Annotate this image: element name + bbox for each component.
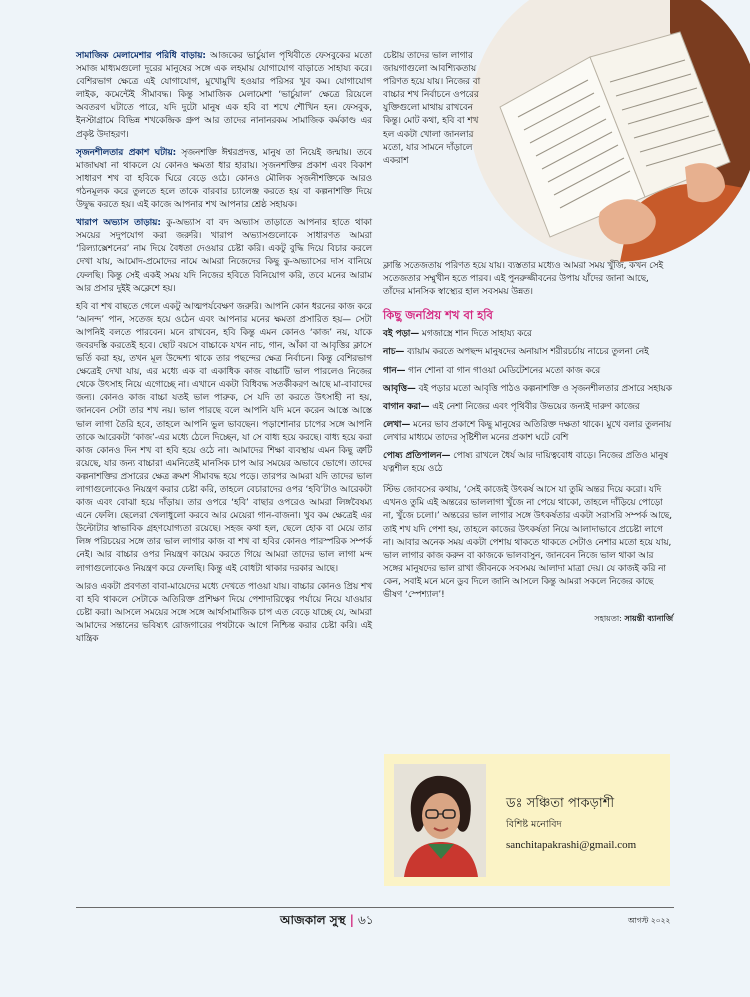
hobby-desc: ব্যায়াম করতে অপছন্দ মানুষদের অনায়াস শরীরচর্চায় নাচের তুলনা নেই bbox=[404, 347, 649, 358]
author-email[interactable]: sanchitapakrashi@gmail.com bbox=[506, 839, 637, 851]
hobby-list bbox=[383, 328, 673, 476]
hobby-name: আবৃত্তি— bbox=[383, 383, 416, 394]
paragraph-text: সৃজনশক্তি ঈশ্বরপ্রদত্ত, মানুষ তা নিয়েই জন্মায়। তবে মাজাঘষা না থাকলে যে কোনও ক্ষমতা ধার হারায়। সৃজনশক্তির প্রকাশ এবং বিকাশ সাধারণ শখ বা হবিকে ঘিরে বেড়ে ওঠে। কোনও মৌলিক সৃজনীশক্তিকে আরও গঠনমূলক করে তুলতে হলে তাকে বারবার চ্যালেঞ্জ করতে হয় বা কল্পনাশক্তি দিয়ে উদ্বুদ্ধ করতে হয়। এই কাজে আপনার শখ আপনার শ্রেষ্ঠ সহায়ক। bbox=[76, 147, 372, 211]
hobby-desc: এই নেশা নিজের এবং পৃথিবীর উভয়ের জন্যই দারুণ কাজের bbox=[429, 401, 640, 412]
hobby-desc: মনের ভাব প্রকাশে কিছু মানুষের অতিরিক্ত দক্ষতা থাকে। মুখে বলার তুলনায় লেখার মাধ্যমে তাদের সৃষ্টিশীল মনের প্রকাশ ঘটে বেশি bbox=[383, 419, 672, 443]
paragraph-choosing-hobby: হবি বা শখ বাছতে গেলে একটু আত্মপর্যবেক্ষণ জরুরি। আপনি কোন ধরনের কাজ করে ‘আনন্দ’ পান, সতেজ হয়ে ওঠেন এবং আপনার মনের ক্ষমতা প্রসারিত হয়— সেটা আপনিই বলতে পারবেন। মনে রাখবেন, হবি কিন্তু এমন কোনও ‘কাজ’ নয়, যাকে জবরদস্তি করতেই হবে। ছোট বয়সে বাচ্চাকে যখন নাচ, গান, আঁকা বা আবৃত্তির ক্লাসে ভর্তি করা হয়, তখন মূল উদ্দেশ্য থাকে তার পছন্দের ক্ষেত্র নির্বাচন। কিন্তু বেশিরভাগ ক্ষেত্রেই দেখা যায়, এর মধ্যে এক বা একাধিক কাজ বাচ্চাটি ভাল পারলেও নিজের থেকে উৎসাহ নিয়ে এগোচ্ছে না। এখানে একটা বিধিবদ্ধ সতর্কীকরণ আছে মা-বাবাদের জন্য। কোনও কাজ বাচ্চা যতই ভাল পারুক, সে যদি তা করতে উৎসাহী না হয়, জানবেন সেটা তার শখ নয়। ভাল পারছে বলে আপনি যদি মনে করেন আস্তে আস্তে ভাল লাগা তৈরি হবে, তাহলে আপনি ভুল ভাবছেন। পড়াশোনার চাপের সঙ্গে আপনি তাকে আরেকটা ‘কাজ’-এর মধ্যে ঠেলে দিচ্ছেন, যা সে বাধ্য হয়ে করছে। বাধ্য হয়ে করা কাজ কোনও দিন শখ বা হবি হয়ে ওঠে না। আমাদের শিক্ষা ব্যবস্থায় এমন কিছু ত্রুটি রয়েছে, যার জন্য বাচ্চারা এমনিতেই মানসিক চাপ আর সময়ের অভাবে ভোগে। তাদের কল্পনাশক্তির প্রসারের ক্ষেত্র ক্রমশ সীমাবদ্ধ হয়ে পড়ে। তারপর আমরা যদি তাদের ভাল লাগাগুলোকেও নিয়ন্ত্রণ করার চেষ্টা করি, তাহলে বেচারাদের ওপর ‘হবি’টাও আরেকটা কাজ এবং বোঝা হয়ে দাঁড়ায়। তার ওপরে ‘হবি’ বাছার ওপরেও আমরা লিঙ্গবৈষম্য এনে ফেলি। ছেলেরা খেলাধুলো করবে আর মেয়েরা গান-বাজনা। খুব কম ক্ষেত্রেই এর উল্টোটার স্বাভাবিক গ্রহণযোগ্যতা রয়েছে। সহজ কথা হল, ছেলে হোক বা মেয়ে তার লিঙ্গ পরিচয়ের সঙ্গে তার ভাল লাগার কাজ বা শখ বা হবির কোনও পারস্পরিক সম্পর্ক নেই। আর বাচ্চার ওপর নিয়ন্ত্রণ কায়েম করতে গিয়ে আমরা তাদের ভাল লাগা মন্দ লাগাগুলোকেও নিয়ন্ত্রণ করে ফেলছি। কিন্তু এই বোধটা থাকার দরকার আছে। bbox=[76, 301, 372, 574]
page-number: ৬১ bbox=[358, 913, 374, 927]
hobby-item bbox=[383, 383, 673, 396]
paragraph-heading: সৃজনশীলতার প্রকাশ ঘটায়: bbox=[76, 147, 177, 158]
hobby-item bbox=[383, 365, 673, 378]
hobby-name: লেখা— bbox=[383, 419, 411, 430]
hobby-name: পোষ্য প্রতিপালন— bbox=[383, 451, 451, 462]
paragraph-professional-trend: আরও একটা প্রবণতা বাবা-মায়েদের মধ্যে দেখতে পাওয়া যায়। বাচ্চার কোনও প্রিয় শখ বা হবি থাকলে সেটাকে অতিরিক্ত প্রশিক্ষণ দিয়ে পেশাদারিত্বের পর্যায়ে নিয়ে যাওয়ার চেষ্টা করা। আসলে সময়ের সঙ্গে সঙ্গে আর্থসামাজিক চাপ এত বেড়ে যাচ্ছে যে, আমরা আমাদের সন্তানের ভবিষ্যৎ রোজগারের পথটাকে আগে নিশ্চিন্ত করার চেষ্টা করি। এই যান্ত্রিক bbox=[76, 581, 372, 645]
left-column bbox=[76, 50, 372, 651]
right-column-main bbox=[383, 260, 673, 625]
author-box bbox=[384, 754, 670, 886]
author-photo bbox=[394, 764, 486, 877]
hobby-item bbox=[383, 328, 673, 341]
footer-divider bbox=[76, 907, 674, 908]
credit-line bbox=[383, 612, 673, 625]
footer-separator: | bbox=[349, 913, 354, 927]
hobby-item bbox=[383, 401, 673, 414]
hobby-item bbox=[383, 346, 673, 359]
credit-name: সায়ন্তী ব্যানার্জি bbox=[624, 614, 673, 624]
hobby-item bbox=[383, 419, 673, 445]
paragraph-closing: স্টিভ জোবসের কথায়, ‘সেই কাজেই উৎকর্ষ আসে যা তুমি অন্তর দিয়ে করো। যদি এখনও তুমি এই অন্তরের ভাললাগা খুঁজে না পেয়ে থাকো, তাহলে দাঁড়িয়ে পোড়ো না, খুঁজে চলো।’ অন্তরের ভাল লাগার সঙ্গে উৎকর্ষতার একটা সরাসরি সম্পর্ক আছে, তাই শখ যদি পেশা হয়, তাহলে কাজের উৎকর্ষতা নিয়ে আলাদাভাবে প্রচেষ্টা লাগে না। আবার অনেক সময় একটা পেশায় থাকতে থাকতে সেটাও নেশার মতো হয়ে যায়, ভাল লাগার কাজ করুন বা কাজকে ভালবাসুন, জানবেন নিজে ভাল থাকা আর সঙ্গের মানুষদের ভাল রাখা জীবনকে সবসময় আলাদা মাত্রা দেয়। যে কাজই করি না কেন, সবাই মনে মনে ডুব দিলে জানি আসলে কিন্তু আমরা সকলে নিজের কাছে ভীষণ ‘স্পেশ্যাল’! bbox=[383, 485, 673, 600]
footer-title bbox=[280, 912, 374, 932]
issue-date: আগস্ট ২০২২ bbox=[628, 916, 671, 925]
hobby-name: নাচ— bbox=[383, 347, 405, 358]
paragraph-heading: সামাজিক মেলামেশার পরিধি বাড়ায়: bbox=[76, 51, 206, 61]
paragraph-social bbox=[76, 50, 372, 142]
reading-photo bbox=[470, 0, 750, 262]
hobby-name: গান— bbox=[383, 365, 406, 376]
hobby-item bbox=[383, 450, 673, 476]
author-name: ডঃ সঞ্চিতা পাকড়াশী bbox=[506, 796, 615, 811]
hobby-name: বই পড়া— bbox=[383, 329, 420, 340]
hobby-desc: মগজাস্ত্রে শান দিতে সাহায্য করে bbox=[419, 329, 532, 340]
paragraph-refresh: ক্লান্তি সতেজতায় পরিণত হয়ে যায়। ব্যস্ততার মধ্যেও আমরা সময় খুঁজি, কখন সেই সতেজতার সম্মুখীন হতে পারব। এই পুনরুজ্জীবনের উপায় যাঁদের জানা আছে, তাঁদের মানসিক স্বাস্থ্যের হাল সবসময় উন্নত। bbox=[383, 261, 664, 298]
paragraph-bad-habits bbox=[76, 217, 372, 296]
paragraph-continuation: চেষ্টায় তাদের ভাল লাগার জায়গাগুলো আবশ্যিকতায় পরিণত হয়ে যায়। নিজের বা বাচ্চার শখ নির্বাচনে ওপরের যুক্তিগুলো মাথায় রাখবেন কিন্তু। মোট কথা, হবি বা শখ হল একটা খোলা জানলার মতো, যার সামনে দাঁড়ালে একরাশ bbox=[383, 51, 481, 166]
credit-label: সহায়তা: bbox=[594, 614, 622, 624]
paragraph-text: কু-অভ্যাস বা বদ অভ্যাস তাড়াতে আপনার হাতে থাকা সময়ের সদুপযোগ করা জরুরি। খারাপ অভ্যাসগুলোকে সাধারণত আমরা ‘রিল্যাক্সেশনের’ নাম দিয়ে বৈধতা দেওয়ার চেষ্টা করি। একটু বুদ্ধি দিয়ে বিচার করলে দেখা যায়, আমোদ-প্রমোদের নামে আমরা নিজেদের কিছু কু-অভ্যাসের দাস বানিয়ে ফেলছি। কিন্তু সেই একই সময় যদি নিজের হবিতে বিনিয়োগ করি, তবে মনের আরাম আর প্রসার দুইই অক্লেশে হয়। bbox=[76, 218, 372, 294]
author-role: বিশিষ্ট মনোবিদ bbox=[506, 819, 562, 830]
hobby-name: বাগান করা— bbox=[383, 401, 430, 412]
magazine-name: আজকাল সুস্থ bbox=[280, 913, 346, 927]
paragraph-creativity bbox=[76, 147, 372, 212]
hobby-desc: গান শোনা বা গান গাওয়া মেডিটেশনের মতো কাজ করে bbox=[405, 365, 601, 376]
section-title-hobbies: কিছু জনপ্রিয় শখ বা হবি bbox=[383, 308, 493, 323]
paragraph-heading: খারাপ অভ্যাস তাড়ায়: bbox=[76, 218, 161, 229]
paragraph-text: আজকের ভার্চুয়াল পৃথিবীতে ফেসবুকের মতো সমাজ মাধ্যমগুলো দূরের মানুষের সঙ্গে এক লহমায় যোগাযোগ বাড়াতে সাহায্য করে। বেশিরভাগ ক্ষেত্রে এই যোগাযোগ, মুখোমুখি হওয়ার পরিসর খুব কম। যোগাযোগ লাইক, কমেন্টেই সীমাবদ্ধ। কিন্তু সামাজিক মেলামেশা ‘ভার্চুয়াল’ ক্ষেত্রে রিয়েলে অবতরণ ঘটাতে পারে, যদি দুটো মানুষ এক হবি বা শখে শৌখিন হন। ফেসবুক, ইনস্টাগ্রামে বিভিন্ন শখকেন্দ্রিক গ্রুপ আর তাদের নানানরকম সামাজিক কর্মকাণ্ড এর প্রকৃষ্ট উদাহরণ। bbox=[76, 51, 372, 140]
right-column-top bbox=[383, 50, 491, 168]
hobby-desc: পোষ্য রাখলে ধৈর্য আর দায়িত্ববোধ বাড়ে। নিজের প্রতিও মানুষ যত্নশীল হয়ে ওঠে bbox=[383, 451, 669, 475]
hobby-desc: বই পড়ার মতো আবৃত্তি পাঠও কল্পনাশক্তি ও সৃজনশীলতার প্রসারে সহায়ক bbox=[415, 383, 672, 394]
